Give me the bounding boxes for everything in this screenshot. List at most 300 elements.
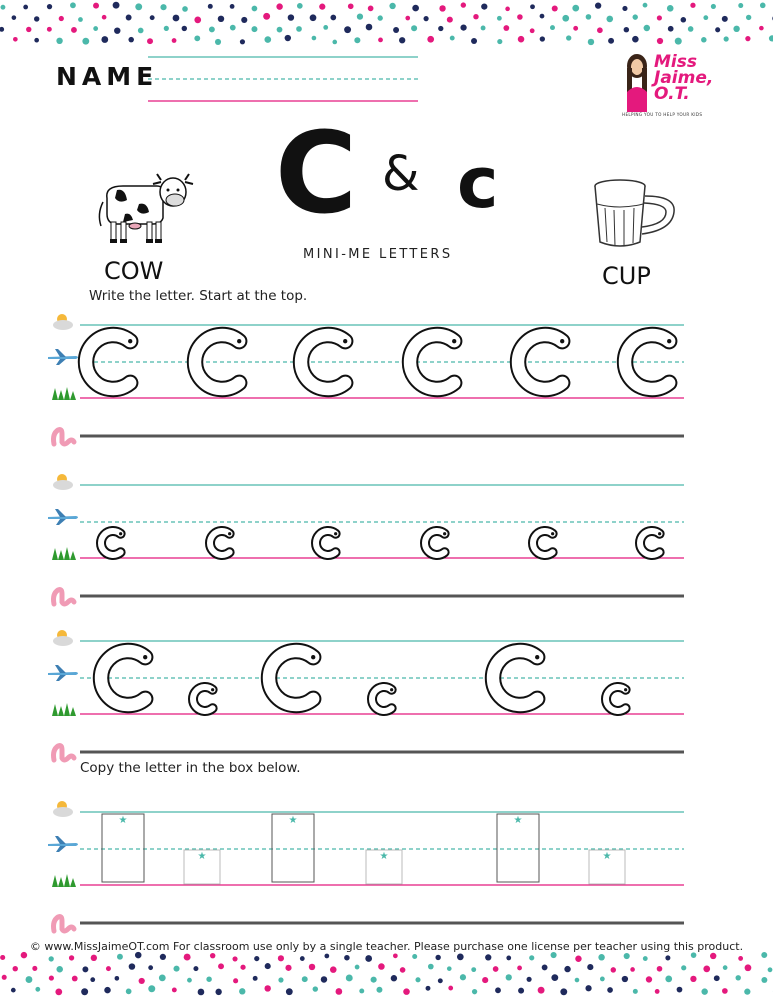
confetti-dot [497, 39, 502, 44]
confetti-dot [690, 3, 695, 8]
confetti-dot [70, 2, 76, 8]
confetti-dot [264, 985, 270, 991]
confetti-dot [365, 955, 372, 962]
airplane-icon [48, 665, 78, 681]
confetti-dot [473, 14, 478, 19]
copy-box[interactable] [184, 850, 220, 884]
confetti-dot [194, 35, 200, 41]
grass-icon [52, 874, 76, 887]
confetti-dot [564, 966, 570, 972]
confetti-dot [218, 16, 224, 22]
confetti-dot [527, 977, 532, 982]
traceable-lowercase-letter [372, 687, 393, 711]
confetti-dot [2, 975, 7, 980]
name-writing-line[interactable] [148, 55, 420, 105]
confetti-dot [49, 976, 54, 981]
confetti-dot [13, 966, 18, 971]
confetti-dot [336, 988, 343, 995]
confetti-dot [668, 26, 674, 32]
confetti-dot [233, 978, 238, 983]
confetti-dot [506, 956, 511, 961]
confetti-dot [606, 16, 613, 23]
logo-text: Miss Jaime, O.T. [654, 52, 714, 104]
copy-box[interactable] [497, 814, 539, 882]
confetti-dot [460, 974, 466, 980]
confetti-dot [101, 36, 108, 43]
title-ampersand: & [382, 146, 420, 202]
confetti-dot [690, 976, 696, 982]
confetti-dot [518, 988, 524, 994]
confetti-dot [538, 987, 545, 994]
confetti-dot [667, 5, 674, 12]
confetti-dot [55, 988, 62, 995]
confetti-dot [93, 26, 98, 31]
confetti-dot [518, 36, 525, 43]
confetti-dot [540, 14, 545, 19]
confetti-dot [703, 965, 710, 972]
confetti-dot [126, 15, 132, 21]
confetti-dot [448, 986, 453, 991]
confetti-dot [230, 25, 236, 31]
confetti-dot [529, 955, 534, 960]
confetti-dot [241, 17, 247, 23]
confetti-dot [485, 954, 491, 960]
confetti-dot [240, 965, 245, 970]
confetti-dot [323, 25, 328, 30]
confetti-dots-bottom [0, 950, 773, 1000]
confetti-dot [184, 954, 191, 961]
confetti-dot [630, 967, 635, 972]
confetti-dot [481, 3, 487, 9]
confetti-dot [56, 38, 62, 44]
confetti-dot [506, 974, 512, 980]
confetti-dot [35, 987, 40, 992]
confetti-dot [714, 975, 720, 981]
confetti-dot [187, 978, 192, 983]
confetti-dot [481, 26, 486, 31]
confetti-dot [355, 965, 360, 970]
confetti-dot [572, 5, 579, 12]
confetti-dot [138, 28, 144, 34]
traceable-lowercase-letter [425, 531, 446, 555]
confetti-dot [218, 963, 224, 969]
grass-icon [52, 547, 76, 560]
confetti-dot [768, 967, 773, 972]
confetti-dot [439, 5, 445, 11]
confetti-dot [359, 988, 364, 993]
confetti-dot [633, 14, 638, 19]
confetti-dot [378, 15, 383, 20]
confetti-dot [90, 977, 95, 982]
guide-icons [48, 474, 78, 604]
start-star-icon: ★ [602, 851, 612, 862]
confetti-dot [389, 3, 395, 9]
confetti-dot [428, 964, 434, 970]
confetti-dot [321, 976, 327, 982]
confetti-dot [447, 17, 453, 23]
confetti-dot [150, 15, 155, 20]
confetti-dot [34, 38, 39, 43]
confetti-dot [611, 967, 616, 972]
confetti-dot [91, 955, 97, 961]
confetti-dot [472, 989, 477, 994]
confetti-dot [424, 16, 429, 21]
grass-icon [52, 703, 76, 716]
confetti-dot [160, 4, 166, 10]
copy-box[interactable] [102, 814, 144, 882]
confetti-dot [47, 4, 52, 9]
confetti-dot [393, 27, 399, 33]
confetti-dot [622, 6, 627, 11]
confetti-dot [435, 955, 440, 960]
sun-cloud-icon [53, 630, 73, 646]
sun-cloud-icon [53, 314, 73, 330]
confetti-dot [710, 953, 716, 959]
handwriting-guide-lines [80, 485, 684, 596]
confetti-dot [550, 25, 555, 30]
confetti-dot [160, 954, 166, 960]
confetti-dot [607, 987, 613, 993]
handwriting-guide-lines [80, 812, 684, 923]
confetti-dot [405, 16, 410, 21]
confetti-dot [278, 955, 284, 961]
confetti-dot [1, 5, 6, 10]
confetti-dot [208, 4, 213, 9]
confetti-dot [288, 14, 294, 20]
confetti-dot [681, 17, 687, 23]
confetti-dot [11, 988, 16, 993]
confetti-dot [586, 14, 592, 20]
handwriting-guide-lines [80, 641, 684, 752]
grass-icon [52, 387, 76, 400]
confetti-dot [624, 27, 629, 32]
confetti-dot [724, 36, 729, 41]
confetti-dot [482, 977, 488, 983]
confetti-dot [172, 987, 177, 992]
confetti-dot [738, 3, 743, 8]
confetti-dot [240, 39, 245, 44]
confetti-dot [286, 988, 293, 995]
confetti-dot [493, 966, 499, 972]
confetti-dot [681, 965, 686, 970]
confetti-dot [646, 976, 652, 982]
confetti-dot [357, 14, 363, 20]
confetti-dot [263, 13, 270, 20]
practice-area [0, 300, 773, 940]
confetti-dot [403, 988, 410, 995]
confetti-dot [148, 965, 153, 970]
trace-instruction: Write the letter. Start at the top. [89, 288, 308, 304]
confetti-dot [701, 37, 707, 43]
confetti-dot [332, 40, 337, 45]
traceable-lowercase-letter [210, 531, 231, 555]
sun-cloud-icon [53, 474, 73, 490]
confetti-dot [69, 955, 74, 960]
confetti-dot [655, 989, 660, 994]
confetti-dot [632, 36, 639, 43]
confetti-dot [608, 38, 614, 44]
confetti-dot [427, 36, 434, 43]
confetti-dot [139, 978, 145, 984]
confetti-dot [147, 38, 153, 44]
confetti-dot [78, 17, 83, 22]
confetti-dot [447, 966, 452, 971]
confetti-dot [115, 976, 120, 981]
traceable-lowercase-letter [193, 687, 214, 711]
confetti-dot [182, 6, 188, 12]
confetti-dot [542, 964, 548, 970]
confetti-dot [744, 989, 750, 995]
confetti-dot [378, 37, 383, 42]
confetti-dot [426, 986, 431, 991]
title-uppercase-letter: C [275, 109, 358, 239]
copyright-footer: © www.MissJaimeOT.com For classroom use only by a single teacher. Please purchase one license per teacher using this product. [29, 940, 744, 953]
start-star-icon: ★ [197, 851, 207, 862]
confetti-dot [450, 36, 455, 41]
confetti-dot [376, 987, 382, 993]
confetti-dot [302, 976, 308, 982]
confetti-dot [760, 3, 766, 9]
confetti-dot [633, 989, 638, 994]
confetti-dot [746, 15, 751, 20]
confetti-dot [56, 966, 63, 973]
airplane-icon [48, 349, 78, 365]
confetti-dot [366, 24, 373, 31]
start-star-icon: ★ [513, 815, 523, 826]
confetti-dot [460, 24, 466, 30]
confetti-dot [412, 5, 419, 12]
confetti-dot [71, 27, 77, 33]
confetti-dot [503, 25, 509, 31]
confetti-dot [182, 26, 187, 31]
confetti-dot [26, 27, 31, 32]
confetti-dot [34, 16, 39, 21]
confetti-dot [530, 4, 535, 9]
confetti-dot [113, 2, 120, 9]
confetti-dot [47, 27, 52, 32]
worm-icon [54, 917, 75, 932]
confetti-dot [159, 974, 166, 981]
confetti-dot [278, 977, 283, 982]
confetti-dot [300, 956, 305, 961]
confetti-dot [644, 25, 650, 31]
confetti-dot [600, 977, 605, 982]
confetti-dot [23, 5, 28, 10]
confetti-dot [378, 963, 385, 970]
confetti-dot [276, 3, 282, 9]
confetti-dot [471, 38, 477, 44]
confetti-dot [198, 989, 205, 996]
airplane-icon [48, 509, 78, 525]
confetti-dot [148, 985, 155, 992]
copy-instruction: Copy the letter in the box below. [80, 760, 301, 776]
confetti-dot [128, 37, 134, 43]
confetti-dot [49, 956, 54, 961]
start-star-icon: ★ [118, 815, 128, 826]
guide-icons [48, 630, 78, 760]
confetti-dot [254, 956, 259, 961]
confetti-dot [12, 15, 17, 20]
confetti-dot [209, 27, 215, 33]
confetti-dot [688, 26, 694, 32]
confetti-dot [657, 15, 662, 20]
confetti-dot [59, 16, 64, 21]
confetti-dot [206, 976, 211, 981]
confetti-dot [736, 975, 741, 980]
confetti-dot [313, 986, 318, 991]
title-lowercase-letter: c [457, 142, 499, 224]
confetti-dot [643, 956, 648, 961]
start-star-icon: ★ [288, 815, 298, 826]
confetti-dot [497, 16, 502, 21]
confetti-dot [505, 7, 510, 12]
sun-cloud-icon [53, 801, 73, 817]
confetti-dot [173, 15, 180, 22]
traceable-lowercase-letter [316, 531, 337, 555]
cow-word: COW [104, 257, 164, 285]
confetti-dot [722, 16, 728, 22]
confetti-dot [733, 26, 739, 32]
confetti-dot [575, 956, 581, 962]
confetti-dot [624, 953, 630, 959]
confetti-dot [26, 976, 33, 983]
confetti-dot [415, 977, 420, 982]
confetti-dot [562, 15, 569, 22]
confetti-dot [0, 27, 4, 32]
confetti-dot [691, 952, 697, 958]
confetti-dot [82, 38, 89, 45]
confetti-dot [253, 976, 258, 981]
confetti-dot [657, 38, 663, 44]
confetti-dot [344, 26, 351, 33]
confetti-dot [495, 987, 501, 993]
confetti-dot [530, 28, 535, 33]
confetti-dot [657, 966, 663, 972]
confetti-dot [761, 977, 767, 983]
confetti-dot [540, 36, 545, 41]
confetti-dot [193, 966, 198, 971]
confetti-dot [210, 953, 215, 958]
logo-tagline: HELPING YOU TO HELP YOUR KIDS [622, 112, 703, 117]
confetti-dot [330, 15, 336, 21]
confetti-dot [215, 989, 221, 995]
confetti-dot [745, 36, 750, 41]
confetti-dot [575, 978, 580, 983]
copy-box[interactable] [366, 850, 402, 884]
confetti-dot [598, 954, 604, 960]
confetti-dot [348, 3, 354, 9]
confetti-dot [13, 37, 18, 42]
confetti-dot [400, 967, 406, 973]
confetti-dot [135, 3, 142, 10]
cup-icon [590, 176, 682, 254]
confetti-dot [310, 14, 317, 21]
confetti-dot [715, 27, 720, 32]
confetti-dot [665, 955, 670, 960]
confetti-dot [312, 36, 317, 41]
confetti-dot [722, 988, 728, 994]
confetti-dot [309, 964, 315, 970]
confetti-dot [330, 966, 337, 973]
confetti-dot [551, 974, 558, 981]
copy-box[interactable] [589, 850, 625, 884]
confetti-dot [264, 36, 271, 43]
confetti-dot [81, 988, 88, 995]
page-subtitle: MINI-ME LETTERS [303, 247, 453, 262]
confetti-dot [391, 975, 397, 981]
confetti-dot [82, 966, 88, 972]
confetti-dot [296, 26, 302, 32]
confetti-dot [677, 987, 683, 993]
confetti-dot [769, 35, 773, 41]
confetti-dot [703, 15, 708, 20]
worm-icon [54, 746, 75, 761]
confetti-dot [745, 964, 752, 971]
confetti-dot [461, 2, 466, 7]
confetti-dot [232, 956, 237, 961]
confetti-dot [573, 26, 578, 31]
confetti-dot [277, 27, 283, 33]
worm-icon [54, 430, 75, 445]
airplane-icon [48, 836, 78, 852]
cup-word: CUP [602, 262, 651, 290]
confetti-dot [319, 4, 325, 10]
confetti-dot [643, 3, 648, 8]
traceable-lowercase-letter [640, 531, 661, 555]
traceable-lowercase-letter [101, 531, 122, 555]
confetti-dot [297, 3, 303, 9]
confetti-dot [399, 37, 405, 43]
confetti-dot [552, 5, 558, 11]
confetti-dot [239, 988, 245, 994]
confetti-dot [252, 6, 258, 12]
confetti-dot [164, 26, 169, 31]
confetti-dot [566, 35, 571, 40]
confetti-dot [344, 955, 350, 961]
confetti-dot [346, 974, 353, 981]
worm-icon [54, 590, 75, 605]
confetti-dot [723, 965, 728, 970]
confetti-dot [368, 6, 374, 12]
confetti-dot [560, 988, 567, 995]
confetti-dot [438, 26, 443, 31]
confetti-dot [457, 954, 464, 961]
confetti-dot [412, 954, 417, 959]
confetti-dot [102, 15, 107, 20]
confetti-dot [665, 975, 672, 982]
confetti-dot [104, 987, 110, 993]
guide-icons [48, 314, 78, 444]
confetti-dot [411, 25, 417, 31]
confetti-dots-top [0, 0, 773, 50]
confetti-dot [215, 39, 221, 45]
confetti-dot [251, 26, 257, 32]
confetti-dot [622, 976, 628, 982]
confetti-dot [126, 988, 132, 994]
cow-icon [95, 168, 195, 248]
confetti-dot [172, 38, 177, 43]
confetti-dot [371, 977, 377, 983]
start-star-icon: ★ [379, 851, 389, 862]
confetti-dot [588, 39, 594, 45]
confetti-dot [471, 967, 476, 972]
confetti-dot [675, 38, 682, 45]
confetti-dot [93, 3, 99, 9]
confetti-dot [129, 963, 135, 969]
confetti-dot [194, 17, 201, 24]
confetti-dot [597, 27, 603, 33]
copy-box[interactable] [272, 814, 314, 882]
